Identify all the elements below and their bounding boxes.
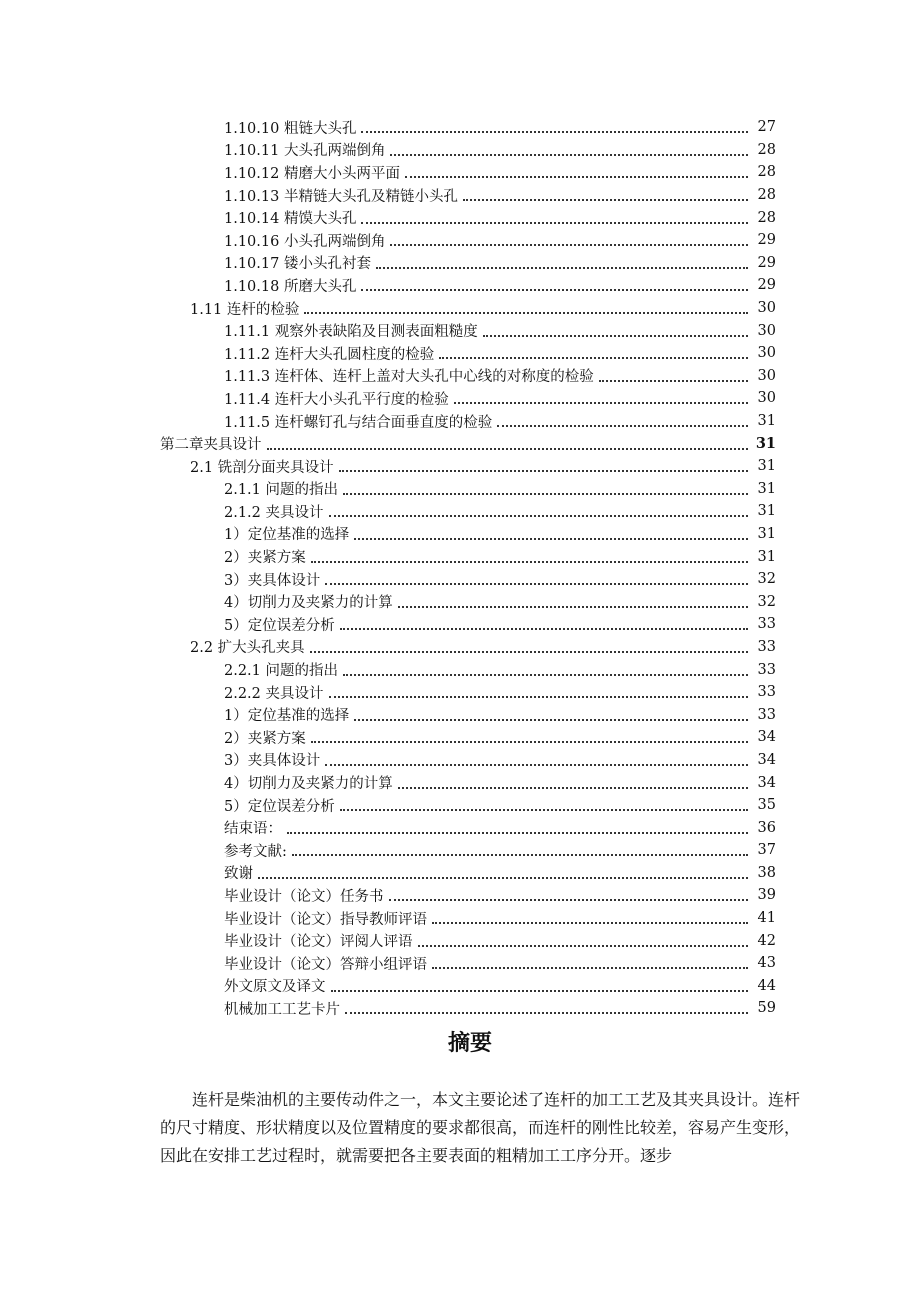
abstract-body	[160, 1086, 800, 1170]
toc-dot-leader	[454, 388, 748, 404]
toc-entry-label: 1.11.2 连杆大头孔圆柱度的检验	[224, 346, 435, 363]
toc-page-number: 33	[757, 616, 776, 633]
toc-entry[interactable]	[0, 116, 920, 139]
toc-entry[interactable]	[0, 658, 920, 681]
toc-entry[interactable]	[0, 929, 920, 952]
toc-page-number: 35	[757, 797, 776, 814]
toc-dot-leader	[432, 908, 748, 924]
toc-entry[interactable]	[0, 184, 920, 207]
toc-dot-leader	[398, 592, 748, 608]
toc-page-number: 33	[757, 661, 776, 678]
toc-entry-label: 参考文献:	[224, 843, 287, 860]
toc-entry-label: 1.10.18 所磨大头孔	[224, 278, 357, 295]
toc-page-number: 31	[757, 413, 776, 430]
toc-entry[interactable]	[0, 545, 920, 568]
toc-entry-label: 5）定位误差分析	[224, 798, 335, 815]
toc-entry[interactable]	[0, 432, 920, 455]
toc-entry-label: 1.11 连杆的检验	[190, 301, 300, 318]
toc-page-number: 30	[757, 367, 776, 384]
toc-entry-label: 1.11.5 连杆螺钉孔与结合面垂直度的检验	[224, 414, 493, 431]
toc-page-number: 29	[757, 232, 776, 249]
toc-entry-label: 5）定位误差分析	[224, 617, 335, 634]
toc-dot-leader	[343, 479, 748, 495]
toc-page-number: 31	[757, 458, 776, 475]
toc-page-number: 28	[757, 141, 776, 158]
toc-entry-label: 3）夹具体设计	[224, 753, 321, 770]
toc-dot-leader	[258, 863, 748, 879]
toc-page-number: 42	[757, 932, 776, 949]
toc-entry[interactable]	[0, 884, 920, 907]
toc-entry[interactable]	[0, 365, 920, 388]
toc-page-number: 36	[757, 819, 776, 836]
toc-dot-leader	[497, 411, 748, 427]
toc-entry[interactable]	[0, 997, 920, 1020]
toc-entry[interactable]	[0, 252, 920, 275]
toc-page-number: 28	[757, 209, 776, 226]
toc-page-number: 32	[757, 571, 776, 588]
toc-dot-leader	[398, 773, 748, 789]
toc-entry[interactable]	[0, 297, 920, 320]
toc-entry-label: 1.10.11 大头孔两端倒角	[224, 143, 386, 160]
toc-entry[interactable]	[0, 636, 920, 659]
toc-entry[interactable]	[0, 590, 920, 613]
toc-entry[interactable]	[0, 342, 920, 365]
toc-dot-leader	[439, 343, 748, 359]
toc-entry[interactable]	[0, 387, 920, 410]
toc-dot-leader	[339, 456, 748, 472]
toc-entry[interactable]	[0, 319, 920, 342]
toc-page-number: 31	[757, 525, 776, 542]
toc-entry[interactable]	[0, 703, 920, 726]
toc-entry-label: 1.10.12 精磨大小头两平面	[224, 165, 400, 182]
toc-entry[interactable]	[0, 139, 920, 162]
toc-entry-label: 第二章夹具设计	[160, 437, 262, 454]
toc-entry-label: 毕业设计（论文）评阅人评语	[224, 934, 413, 951]
toc-dot-leader	[292, 840, 748, 856]
toc-dot-leader	[361, 275, 748, 291]
toc-dot-leader	[345, 998, 748, 1014]
toc-entry-label: 2.2.2 夹具设计	[224, 685, 324, 702]
toc-dot-leader	[389, 885, 749, 901]
toc-dot-leader	[405, 162, 748, 178]
toc-entry-label: 1.10.16 小头孔两端倒角	[224, 233, 386, 250]
toc-page-number: 31	[757, 480, 776, 497]
toc-entry-label: 1.11.3 连杆体、连杆上盖对大头孔中心线的对称度的检验	[224, 369, 594, 386]
toc-page-number: 31	[757, 548, 776, 565]
toc-dot-leader	[331, 976, 749, 992]
toc-entry[interactable]	[0, 274, 920, 297]
toc-entry-label: 2.2.1 问题的指出	[224, 663, 339, 680]
toc-dot-leader	[343, 660, 748, 676]
toc-entry-label: 4）切削力及夹紧力的计算	[224, 776, 393, 793]
toc-dot-leader	[354, 705, 748, 721]
toc-page-number: 28	[757, 164, 776, 181]
toc-dot-leader	[311, 547, 748, 563]
toc-entry-label: 毕业设计（论文）任务书	[224, 888, 384, 905]
toc-page-number: 29	[757, 277, 776, 294]
toc-dot-leader	[311, 727, 748, 743]
toc-page-number: 34	[757, 774, 776, 791]
toc-entry[interactable]	[0, 229, 920, 252]
toc-entry[interactable]	[0, 410, 920, 433]
toc-page-number: 30	[757, 322, 776, 339]
toc-dot-leader	[361, 117, 748, 133]
toc-entry-label: 1.10.14 精馍大头孔	[224, 211, 357, 228]
toc-entry[interactable]	[0, 907, 920, 930]
toc-entry-label: 2.2 扩大头孔夹具	[190, 640, 305, 657]
toc-entry-label: 2.1.1 问题的指出	[224, 482, 339, 499]
toc-dot-leader	[463, 185, 748, 201]
toc-dot-leader	[354, 524, 748, 540]
toc-page-number: 38	[757, 864, 776, 881]
toc-entry[interactable]	[0, 206, 920, 229]
toc-page-number: 33	[757, 638, 776, 655]
toc-entry-label: 1）定位基准的选择	[224, 708, 350, 725]
toc-page-number: 29	[757, 254, 776, 271]
toc-page-number: 31	[755, 435, 776, 453]
toc-page-number: 39	[757, 887, 776, 904]
toc-dot-leader	[599, 366, 748, 382]
toc-entry-label: 2）夹紧方案	[224, 730, 306, 747]
toc-entry[interactable]	[0, 862, 920, 885]
toc-entry[interactable]	[0, 568, 920, 591]
toc-dot-leader	[376, 253, 748, 269]
toc-entry-label: 2）夹紧方案	[224, 550, 306, 567]
toc-entry[interactable]	[0, 726, 920, 749]
section-title: 摘要	[447, 1031, 492, 1056]
toc-entry-label: 1.11.4 连杆大小头孔平行度的检验	[224, 391, 449, 408]
toc-entry[interactable]	[0, 952, 920, 975]
toc-dot-leader	[267, 434, 749, 450]
toc-page-number: 31	[757, 503, 776, 520]
toc-dot-leader	[390, 230, 748, 246]
toc-entry[interactable]	[0, 839, 920, 862]
toc-entry-label: 1.11.1 观察外表缺陷及目测表面粗糙度	[224, 324, 478, 341]
toc-entry-label: 结束语：	[224, 821, 282, 838]
toc-dot-leader	[390, 140, 748, 156]
toc-dot-leader	[287, 818, 748, 834]
table-of-contents	[0, 116, 920, 1020]
toc-entry[interactable]	[0, 794, 920, 817]
toc-page-number: 59	[757, 1000, 776, 1017]
toc-dot-leader	[432, 953, 748, 969]
toc-entry-label: 致谢	[224, 866, 253, 883]
toc-page-number: 34	[757, 729, 776, 746]
toc-dot-leader	[340, 614, 748, 630]
toc-dot-leader	[329, 501, 748, 517]
toc-entry[interactable]	[0, 749, 920, 772]
toc-dot-leader	[483, 321, 748, 337]
toc-dot-leader	[310, 637, 748, 653]
toc-page-number: 30	[757, 345, 776, 362]
toc-page-number: 44	[757, 977, 776, 994]
toc-entry[interactable]	[0, 681, 920, 704]
toc-entry[interactable]	[0, 523, 920, 546]
toc-page-number: 30	[757, 390, 776, 407]
toc-page-number: 27	[757, 119, 776, 136]
toc-dot-leader	[340, 795, 748, 811]
toc-entry[interactable]	[0, 161, 920, 184]
toc-dot-leader	[418, 931, 749, 947]
abstract-paragraph: 连杆是柴油机的主要传动件之一，本文主要论述了连杆的加工工艺及其夹具设计。连杆的尺寸精度、形状精度以及位置精度的要求都很高，而连杆的刚性比较差，容易产生变形，因此在安排工艺过程时，就需要把各主要表面的粗精加工工序分开。逐步	[160, 1090, 801, 1165]
toc-page-number: 33	[757, 684, 776, 701]
toc-entry-label: 毕业设计（论文）指导教师评语	[224, 911, 427, 928]
toc-page-number: 32	[757, 593, 776, 610]
toc-page-number: 34	[757, 751, 776, 768]
toc-page-number: 41	[757, 910, 776, 927]
toc-entry-label: 1.10.17 镂小头孔衬套	[224, 256, 371, 273]
toc-entry-label: 1.10.10 粗链大头孔	[224, 120, 357, 137]
toc-dot-leader	[304, 298, 748, 314]
toc-entry-label: 机械加工工艺卡片	[224, 1001, 340, 1018]
toc-entry-label: 4）切削力及夹紧力的计算	[224, 595, 393, 612]
toc-entry-label: 2.1.2 夹具设计	[224, 504, 324, 521]
toc-page-number: 37	[757, 842, 776, 859]
toc-entry[interactable]	[0, 478, 920, 501]
toc-entry[interactable]	[0, 771, 920, 794]
toc-page-number: 33	[757, 706, 776, 723]
toc-page-number: 28	[757, 187, 776, 204]
toc-page-number: 43	[757, 955, 776, 972]
toc-dot-leader	[329, 682, 748, 698]
toc-entry[interactable]	[0, 613, 920, 636]
toc-entry-label: 2.1 铣剖分面夹具设计	[190, 459, 334, 476]
toc-entry[interactable]	[0, 455, 920, 478]
toc-entry-label: 3）夹具体设计	[224, 572, 321, 589]
toc-entry-label: 外文原文及译文	[224, 979, 326, 996]
toc-dot-leader	[325, 569, 748, 585]
toc-entry-label: 1.10.13 半精链大头孔及精链小头孔	[224, 188, 458, 205]
toc-entry[interactable]	[0, 500, 920, 523]
toc-entry-label: 毕业设计（论文）答辩小组评语	[224, 956, 427, 973]
toc-dot-leader	[325, 750, 748, 766]
toc-dot-leader	[361, 208, 748, 224]
toc-entry-label: 1）定位基准的选择	[224, 527, 350, 544]
toc-page-number: 30	[757, 300, 776, 317]
toc-entry[interactable]	[0, 816, 920, 839]
toc-entry[interactable]	[0, 975, 920, 998]
